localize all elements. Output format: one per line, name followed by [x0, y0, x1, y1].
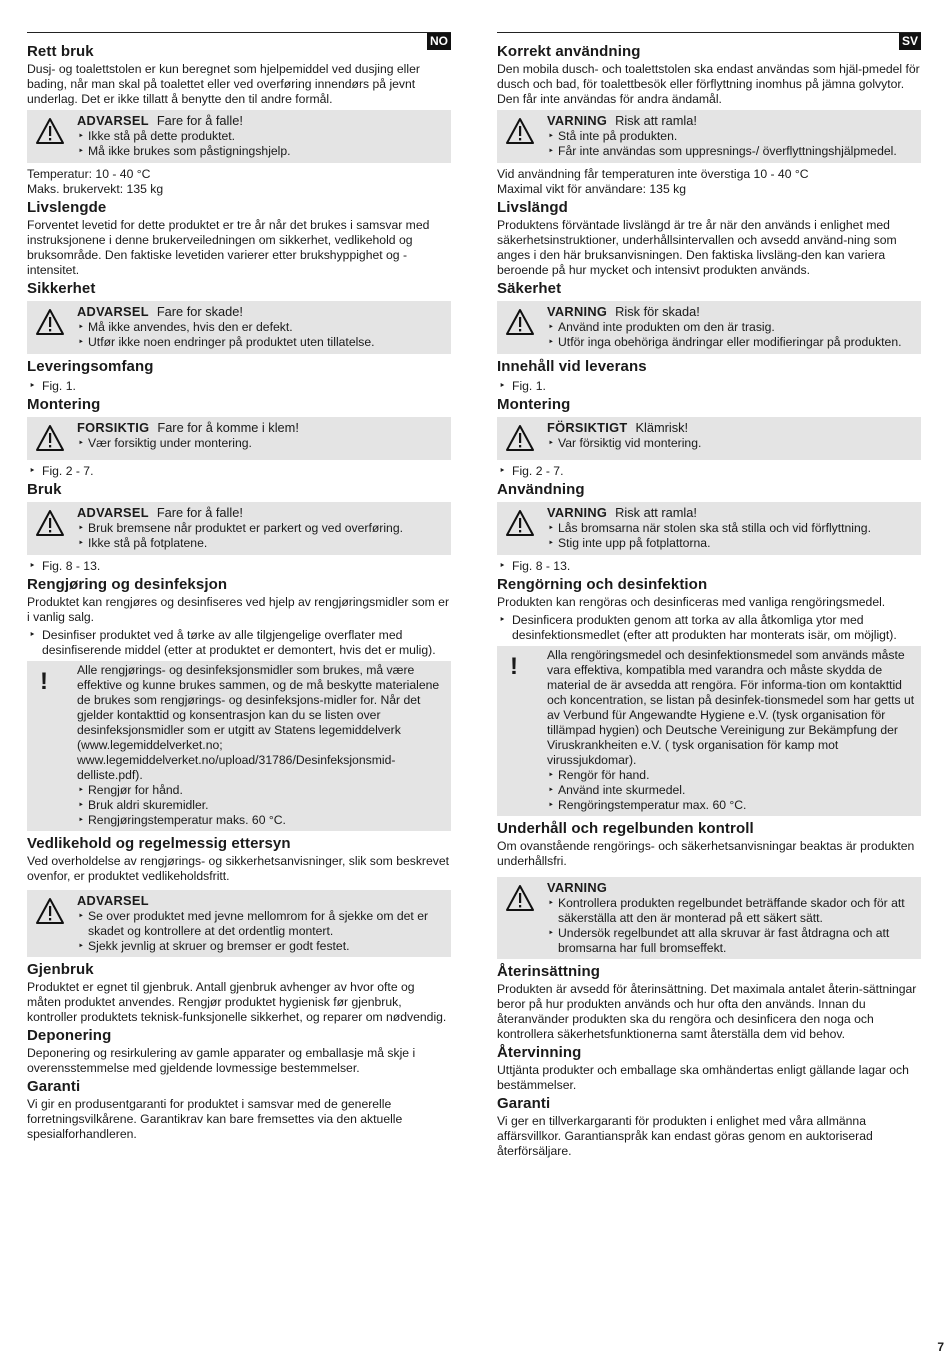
note-text: Alla rengöringsmedel och desinfektionsmedel som används måste vara effektiva, kompatibla med varandra och måste skydda de material de är avsedda att rengöra. För informa-tion om kontakttid och koncentration, se listan på desinfek-tionsmedel som har getts ut av Verbund für Angewandte Hygiene e.V. (tysk organisation för tillämpad hygien) och Deutsche Vereinigung zur Bekämpfung der Viruskrankheiten e.V. ( tysk organisation för kamp mot virussjukdomar).	[547, 648, 915, 767]
section-text: Produkten är avsedd för återinsättning. Det maximala antalet återin-sättningar beror på hur produkten används och hur ofta den används. Innan du återanvänder produkten ska du rengöra och desinficera den noga och kontrollera säkerhetsfunktionerna samt återställa dem vid behov.	[497, 982, 917, 1041]
temperature-text: Temperatur: 10 - 40 °C	[27, 167, 151, 181]
warning-triangle-icon	[35, 424, 65, 452]
section-text: Produktet er egnet til gjenbruk. Antall gjenbruk avhenger av hvor ofte og måten produktet anvendes. Rengjør produktet hygienisk før gjenbruk, kontroller produktets teknisk-funksjonelle sikkerhet, og reparer om nødvendig.	[27, 980, 447, 1024]
section-title-garanti: Garanti	[27, 1078, 81, 1095]
language-badge: NO	[427, 33, 451, 50]
language-badge: SV	[899, 33, 921, 50]
warning-triangle-icon	[505, 308, 535, 336]
warning-item: ‣ Må ikke brukes som påstigningshjelp.	[77, 144, 445, 159]
warning-triangle-icon	[35, 117, 65, 145]
section-text: Forventet levetid for dette produktet er tre år når det brukes i samsvar med instruksjonene i denne brukerveiledningen om sikkerhet, vedlikehold og bruksområde. Den faktiske levetiden varierer etter brukshyppighet og -intensitet.	[27, 218, 430, 277]
warning-item: ‣ Ikke stå på dette produktet.	[77, 129, 445, 144]
warning-item: ‣ Undersök regelbundet att alla skruvar är fast åtdragna och att bromsarna har full bromseffekt.	[547, 926, 915, 956]
warning-title: Fare for skade!	[156, 304, 243, 319]
warning-item: ‣ Se over produktet med jevne mellomrom for å sjekke om det er skadet og kontrollere at det ordentlig montert.	[77, 909, 445, 939]
section-title-underhall: Underhåll och regelbunden kontroll	[497, 820, 754, 837]
max-weight-text: Maks. brukervekt: 135 kg	[27, 182, 164, 196]
caution-box	[27, 417, 451, 460]
warning-triangle-icon	[505, 509, 535, 537]
note-box	[27, 661, 451, 831]
section-title-vedlikehold: Vedlikehold og regelmessig ettersyn	[27, 835, 291, 852]
section-title-gjenbruk: Gjenbruk	[27, 961, 94, 978]
warning-keyword: VARNING	[547, 304, 608, 319]
warning-item: ‣ Var försiktig vid montering.	[547, 436, 915, 451]
note-item: ‣ Använd inte skurmedel.	[547, 783, 915, 798]
norwegian-column	[27, 32, 451, 1142]
note-box	[497, 646, 921, 816]
warning-triangle-icon	[35, 308, 65, 336]
warning-item: ‣ Må ikke anvendes, hvis den er defekt.	[77, 320, 445, 335]
warning-item: ‣ Får inte användas som uppresnings-/ överflyttningshjälpmedel.	[547, 144, 915, 159]
section-text: Den mobila dusch- och toalettstolen ska endast användas som hjäl-pmedel för dusch och bad, för toalettbesök eller förflyttning inomhus på jämna golvytor. Den får inte användas för andra ändamål.	[497, 62, 920, 106]
warning-triangle-icon	[35, 897, 65, 925]
section-title-innehall: Innehåll vid leverans	[497, 358, 647, 375]
warning-title: Klämrisk!	[635, 420, 689, 435]
section-title-garanti: Garanti	[497, 1095, 551, 1112]
warning-keyword: ADVARSEL	[77, 505, 149, 520]
swedish-column	[497, 32, 921, 1159]
warning-triangle-icon	[505, 884, 535, 912]
warning-item: ‣ Ikke stå på fotplatene.	[77, 536, 445, 551]
warning-triangle-icon	[505, 424, 535, 452]
warning-item: ‣ Stig inte upp på fotplattorna.	[547, 536, 915, 551]
page-number: 7	[937, 1340, 944, 1354]
instruction-item: ‣ Desinfiser produktet ved å tørke av alle tilgjengelige overflater med desinfiserende middel (etter at produktet er demontert, hvis det er mulig).	[27, 628, 451, 658]
warning-title: Risk att ramla!	[615, 505, 697, 520]
section-title-rengorning: Rengörning och desinfektion	[497, 576, 708, 593]
warning-title: Risk att ramla!	[615, 113, 697, 128]
section-text: Ved overholdelse av rengjørings- og sikkerhetsanvisninger, slik som beskrevet ovenfor, er produktet vedlikeholdsfritt.	[27, 854, 450, 883]
section-text: Deponering og resirkulering av gamle apparater og emballasje må skje i overensstemmelse med gjeldende lovmessige bestemmelser.	[27, 1046, 416, 1075]
section-title-anvandning: Användning	[497, 481, 585, 498]
warning-box	[27, 502, 451, 555]
warning-item: ‣ Använd inte produkten om den är trasig.	[547, 320, 915, 335]
figure-reference: ‣ Fig. 2 - 7.	[497, 464, 921, 479]
instruction-item: ‣ Desinficera produkten genom att torka av alla åtkomliga ytor med desinfektionsmedlet (efter att produkten har monterats isär, om möjligt).	[497, 613, 921, 643]
warning-keyword: FORSIKTIG	[77, 420, 150, 435]
section-title-deponering: Deponering	[27, 1027, 112, 1044]
warning-box	[497, 301, 921, 354]
section-title-montering: Montering	[27, 396, 101, 413]
figure-reference: ‣ Fig. 8 - 13.	[27, 559, 451, 574]
warning-keyword: ADVARSEL	[77, 893, 149, 908]
note-item: ‣ Rengjør for hånd.	[77, 783, 445, 798]
section-title-livslangd: Livslängd	[497, 199, 568, 216]
section-text: Dusj- og toalettstolen er kun beregnet som hjelpemiddel ved dusjing eller bading, når man skal på toalettet eller ved overføring innendørs på jevnt underlag. Det er ikke tillatt å benytte den til andre formål.	[27, 62, 420, 106]
section-text: Uttjänta produkter och emballage ska omhändertas enligt gällande lagar och bestämmelser.	[497, 1063, 909, 1092]
exclamation-icon: !	[40, 668, 48, 695]
section-title-livslengde: Livslengde	[27, 199, 107, 216]
exclamation-icon: !	[510, 653, 518, 680]
section-title-rengjoring: Rengjøring og desinfeksjon	[27, 576, 228, 593]
warning-box	[497, 877, 921, 959]
warning-box	[27, 301, 451, 354]
figure-reference: ‣ Fig. 1.	[497, 379, 921, 394]
warning-title: Fare for å komme i klem!	[157, 420, 299, 435]
section-title-atervinning: Återvinning	[497, 1044, 582, 1061]
section-title-sikkerhet: Sikkerhet	[27, 280, 96, 297]
note-item: ‣ Rengöringstemperatur max. 60 °C.	[547, 798, 915, 813]
note-item: ‣ Bruk aldri skuremidler.	[77, 798, 445, 813]
figure-reference: ‣ Fig. 2 - 7.	[27, 464, 451, 479]
warning-title: Risk för skada!	[615, 304, 700, 319]
warning-title: Fare for å falle!	[156, 113, 243, 128]
warning-box	[497, 110, 921, 163]
section-title-korrekt-anvandning: Korrekt användning	[497, 43, 641, 60]
section-title-bruk: Bruk	[27, 481, 62, 498]
warning-item: ‣ Utfør ikke noen endringer på produktet uten tillatelse.	[77, 335, 445, 350]
warning-box	[27, 890, 451, 957]
warning-item: ‣ Lås bromsarna när stolen ska stå stilla och vid förflyttning.	[547, 521, 915, 536]
note-item: ‣ Rengör för hand.	[547, 768, 915, 783]
caution-box	[497, 417, 921, 460]
section-text: Vi ger en tillverkargaranti för produkten i enlighet med våra allmänna affärsvillkor. Garantianspråk kan endast göras genom en auktoriserad återförsäljare.	[497, 1114, 873, 1158]
warning-item: ‣ Utför inga obehöriga ändringar eller modifieringar på produkten.	[547, 335, 915, 350]
section-title-montering: Montering	[497, 396, 571, 413]
temperature-text: Vid användning får temperaturen inte överstiga 10 - 40 °C	[497, 167, 809, 181]
note-text: Alle rengjørings- og desinfeksjonsmidler som brukes, må være effektive og kunne brukes sammen, og de må beskytte materialene de brukes som rengjørings- og desinfeksjons-midler for. Når det gjelder kontakttid og konsentrasjon kan du se listen over desinfeksjonsmidler som er utgitt av Statens legemiddelverk (www.legemiddelverket.no; www.legemiddelverket.no/upload/31786/Desinfeksjonsmid-delliste.pdf).	[77, 663, 440, 782]
section-title-aterinsattning: Återinsättning	[497, 963, 601, 980]
warning-keyword: ADVARSEL	[77, 304, 149, 319]
section-text: Produkten kan rengöras och desinficeras med vanliga rengöringsmedel.	[497, 595, 886, 609]
warning-box	[497, 502, 921, 555]
warning-keyword: ADVARSEL	[77, 113, 149, 128]
warning-item: ‣ Stå inte på produkten.	[547, 129, 915, 144]
section-text: Produktet kan rengjøres og desinfiseres ved hjelp av rengjøringsmidler som er i vanlig salg.	[27, 595, 450, 624]
warning-item: ‣ Kontrollera produkten regelbundet beträffande skador och för att säkerställa att den är monterad på ett säkert sätt.	[547, 896, 915, 926]
warning-keyword: VARNING	[547, 880, 608, 895]
warning-item: ‣ Bruk bremsene når produktet er parkert og ved overføring.	[77, 521, 445, 536]
warning-triangle-icon	[505, 117, 535, 145]
figure-reference: ‣ Fig. 1.	[27, 379, 451, 394]
note-item: ‣ Rengjøringstemperatur maks. 60 °C.	[77, 813, 445, 828]
warning-box	[27, 110, 451, 163]
section-title-rett-bruk: Rett bruk	[27, 43, 94, 60]
section-title-leveringsomfang: Leveringsomfang	[27, 358, 154, 375]
section-text: Om ovanstående rengörings- och säkerhetsanvisningar beaktas är produkten underhållsfri.	[497, 839, 915, 868]
warning-keyword: VARNING	[547, 505, 608, 520]
section-text: Produktens förväntade livslängd är tre år när den används i enlighet med säkerhetsinstruktioner, underhållsintervallen och avsedd använd-ning som anges i den här bruksanvisningen. Den faktiska livsläng-den kan variera beroende på hur mycket och intensivt produkten används.	[497, 218, 897, 277]
max-weight-text: Maximal vikt för användare: 135 kg	[497, 182, 686, 196]
warning-item: ‣ Sjekk jevnlig at skruer og bremser er godt festet.	[77, 939, 445, 954]
section-text: Vi gir en produsentgaranti for produktet i samsvar med de generelle forretningsvilkårene. Garantikrav kan bare fremsettes via den aktuelle spesialforhandleren.	[27, 1097, 403, 1141]
warning-item: ‣ Vær forsiktig under montering.	[77, 436, 445, 451]
figure-reference: ‣ Fig. 8 - 13.	[497, 559, 921, 574]
section-title-sakerhet: Säkerhet	[497, 280, 562, 297]
warning-triangle-icon	[35, 509, 65, 537]
warning-keyword: VARNING	[547, 113, 608, 128]
warning-title: Fare for å falle!	[156, 505, 243, 520]
warning-keyword: FÖRSIKTIGT	[547, 420, 628, 435]
